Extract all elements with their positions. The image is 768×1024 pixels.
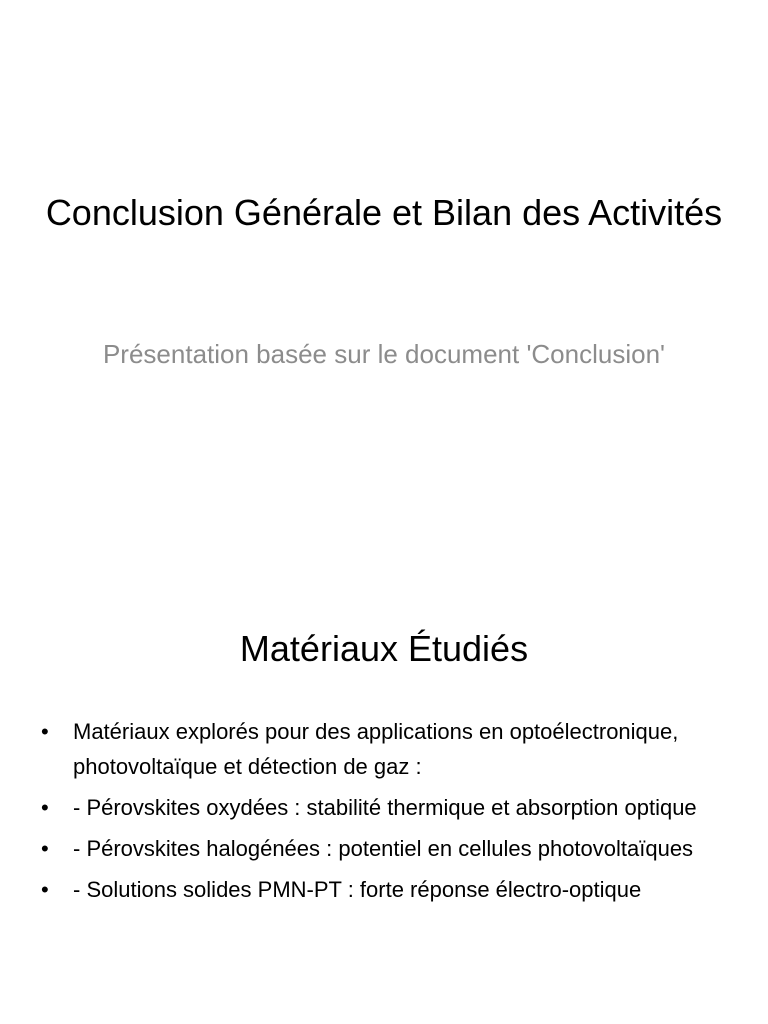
slide-subtitle: Présentation basée sur le document 'Conclusion' — [102, 339, 666, 369]
bullet-item — [38, 831, 738, 866]
bullet-text: - Pérovskites oxydées : stabilité thermique et absorption optique — [73, 795, 697, 820]
bullet-text: Matériaux explorés pour des applications en optoélectronique, photovoltaïque et détection de gaz : — [73, 719, 679, 779]
content-slide — [0, 512, 768, 1024]
bullet-item — [38, 714, 738, 784]
bullet-item — [38, 872, 738, 907]
bullet-list — [38, 714, 738, 913]
bullet-icon: • — [41, 795, 49, 820]
bullet-icon: • — [41, 836, 49, 861]
slide-title: Matériaux Étudiés — [239, 628, 529, 669]
bullet-icon: • — [41, 719, 49, 744]
bullet-icon: • — [41, 877, 49, 902]
bullet-item — [38, 790, 738, 825]
bullet-text: - Solutions solides PMN-PT : forte réponse électro-optique — [73, 877, 642, 902]
bullet-text: - Pérovskites halogénées : potentiel en cellules photovoltaïques — [73, 836, 694, 861]
slide-title: Conclusion Générale et Bilan des Activités — [45, 192, 723, 233]
